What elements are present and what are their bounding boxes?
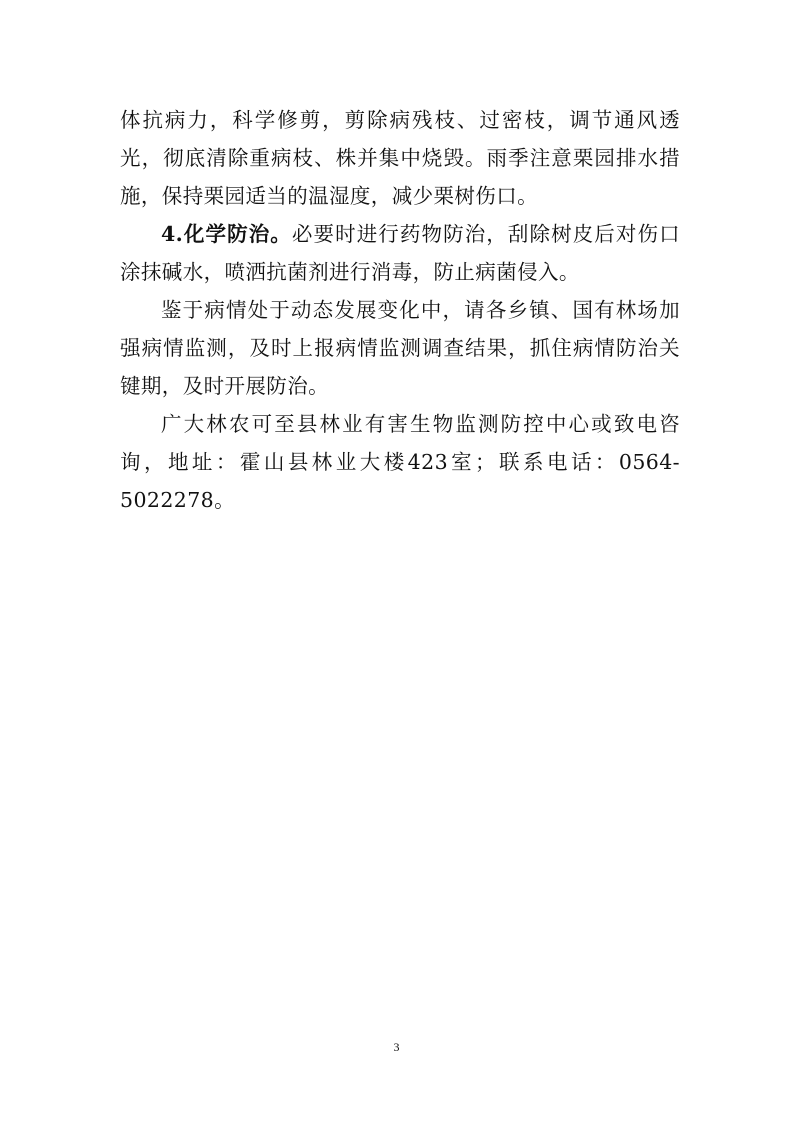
paragraph-text: 体抗病力，科学修剪，剪除病残枝、过密枝，调节通风透光，彻底清除重病枝、株并集中烧毁。雨季注意栗园排水措施，保持栗园适当的温湿度，减少栗树伤口。 [120,108,680,208]
paragraph-text: 鉴于病情处于动态发展变化中，请各乡镇、国有林场加强病情监测，及时上报病情监测调查结果，抓住病情防治关键期，及时开展防治。 [120,298,680,398]
paragraph-chemical-control [120,215,680,291]
paragraph-pruning-continued [120,101,680,215]
paragraph-text: 必要时进行药物防治，刮除树皮后对伤口涂抹碱水，喷洒抗菌剂进行消毒，防止病菌侵入。 [120,222,681,284]
paragraph-text: 广大林农可至县林业有害生物监测防控中心或致电咨询，地址：霍山县林业大楼423室；联系电话：0564-5022278。 [120,412,680,512]
section-heading-chemical-control: 4.化学防治。 [161,222,292,246]
paragraph-monitoring [120,291,680,405]
document-body [120,101,680,519]
paragraph-contact [120,405,680,519]
page-number: 3 [393,1040,400,1054]
